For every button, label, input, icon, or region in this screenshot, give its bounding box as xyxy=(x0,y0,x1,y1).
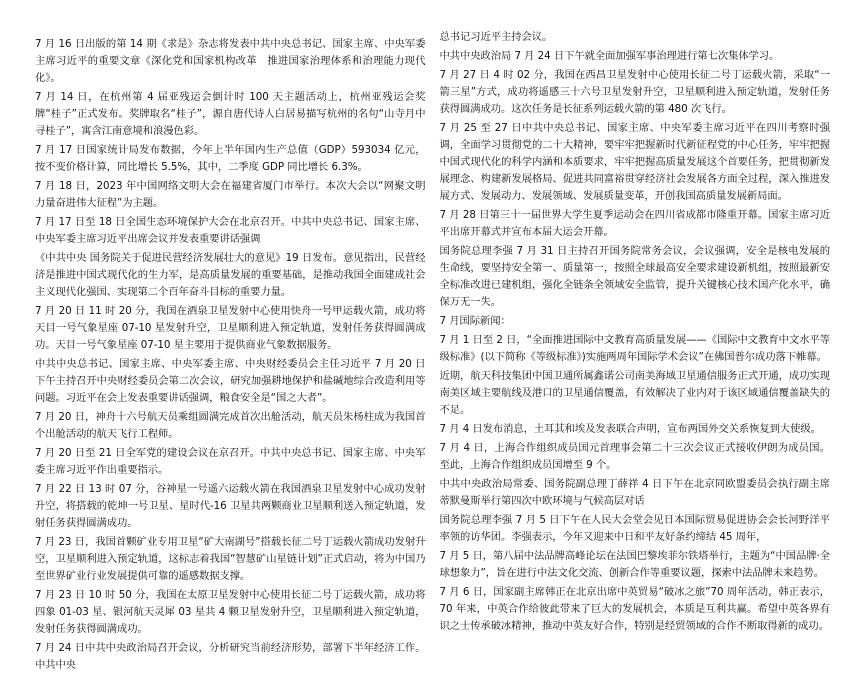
news-paragraph: 7 月 6 日，国家副主席韩正在北京出席中英贸易“破冰之旅”70 周年活动，韩正表示，70 年来，中英合作给彼此带来了巨大的发展机会，本质是互利共赢。希望中英各界有识之士传承破冰精神，推动中英友好合作，特别是经贸领域的合作不断取得新的成功。 xyxy=(439,586,830,632)
news-paragraph: 7 月 4 日，上海合作组织成员国元首理事会第二十三次会议正式接收伊朗为成员国。至此，上海合作组织成员国增至 9 个。 xyxy=(439,442,830,471)
news-paragraph: 7 月 23 日，我国首颗矿业专用卫星“矿大南湖号”搭载长征二号丁运载火箭成功发射升空，卫星顺利进入预定轨道，这标志着我国“智慧矿山星链计划”正式启动，将为中国乃至世界矿业行业发展提供可靠的遥感数据支撑。 xyxy=(35,536,426,582)
news-paragraph: 7 月 22 日 13 时 07 分，谷神星一号遥六运载火箭在我国酒泉卫星发射中心成功发射升空，将搭载的乾坤一号卫星、星时代-16 卫星共两颗商业卫星顺利送入预定轨道，发射任务获得圆满成功。 xyxy=(35,483,426,529)
news-paragraph: 7 月 20 日 11 时 20 分，我国在酒泉卫星发射中心使用快舟一号甲运载火箭，成功将天目一号气象星座 07-10 星发射升空，卫星顺利进入预定轨道，发射任务获得圆满成功。天目一号气象星座 07-10 星主要用于提供商业气象数据服务。 xyxy=(35,305,426,351)
news-paragraph: 中共中央政治局常委、国务院副总理丁薛祥 4 日下午在北京同欧盟委员会执行副主席蒂默曼斯举行第四次中欧环境与气候高层对话 xyxy=(439,478,830,507)
news-paragraph: 7 月 17 日国家统计局发布数据，今年上半年国内生产总值（GDP）593034 亿元，按不变价格计算，同比增长 5.5%，其中，二季度 GDP 同比增长 6.3%。 xyxy=(35,144,426,173)
news-paragraph: 中共中央政治局 7 月 24 日下午就全面加强军事治理进行第七次集体学习。 xyxy=(439,50,780,62)
news-paragraph: 7 月 27 日 4 时 02 分，我国在西昌卫星发射中心使用长征二号丁运载火箭，采取“一箭三星”方式，成功将遥感三十六号卫星发射升空，卫星顺利进入预定轨道，发射任务获得圆满成功。这次任务是长征系列运载火箭的第 480 次飞行。 xyxy=(439,69,830,115)
news-paragraph: 国务院总理李强 7 月 5 日下午在人民大会堂会见日本国际贸易促进协会会长河野洋平率领的访华团。李强表示，今年又迎来中日和平友好条约缔结 45 周年， xyxy=(439,514,830,543)
left-column xyxy=(35,12,426,671)
news-paragraph: 7 月 5 日，第八届中法品牌高峰论坛在法国巴黎埃菲尔铁塔举行，主题为“中国品牌·全球想象力”，旨在进行中法文化交流、创新合作等重要议题，探索中法品牌未来趋势。 xyxy=(439,550,830,579)
news-paragraph: 7 月 20 日至 21 日全军党的建设会议在京召开。中共中央总书记、国家主席、中央军委主席习近平作出重要指示。 xyxy=(35,447,426,476)
section-heading: 7 月国际新闻： xyxy=(439,315,511,327)
news-paragraph: 7 月 14 日，在杭州第 4 届亚残运会倒计时 100 天主题活动上，杭州亚残运会奖牌“桂子”正式发布。奖牌取名“桂子”，源自唐代诗人白居易描写杭州的名句“山寺月中寻桂子”，寓含江南意境和浪漫色彩。 xyxy=(35,91,426,137)
news-paragraph: 近期，航天科技集团中国卫通所属鑫诺公司南美海域卫星通信服务正式开通，成功实现南美区域主要航线及港口的卫星通信覆盖，有效解决了业内对于该区域通信覆盖缺失的不足。 xyxy=(439,370,830,416)
news-paragraph: 7 月 4 日发布消息，土耳其和埃及发表联合声明，宣布两国外交关系恢复到大使级。 xyxy=(439,423,821,435)
news-paragraph: 7 月 24 日中共中央政治局召开会议，分析研究当前经济形势，部署下半年经济工作。中共中央 xyxy=(35,642,426,671)
right-column xyxy=(439,12,831,632)
news-paragraph: 7 月 28 日第三十一届世界大学生夏季运动会在四川省成都市隆重开幕。国家主席习近平出席开幕式并宣布本届大运会开幕。 xyxy=(439,209,830,238)
news-paragraph: 7 月 17 日至 18 日全国生态环境保护大会在北京召开。中共中央总书记、国家主席、中央军委主席习近平出席会议并发表重要讲话强调 xyxy=(35,216,426,245)
news-paragraph: 国务院总理李强 7 月 31 日主持召开国务院常务会议，会议强调，安全是核电发展的生命线，要坚持安全第一、质量第一，按照全球最高安全要求建设新机组，按照最新安全标准改进已建机组，强化全链条全领域安全监管，提升关键核心技术国产化水平，确保万无一失。 xyxy=(439,245,830,308)
news-paragraph: 总书记习近平主持会议。 xyxy=(439,31,553,43)
news-paragraph: 7 月 18 日，2023 年中国网络文明大会在福建省厦门市举行。本次大会以“网聚文明力量奋进伟大征程”为主题。 xyxy=(35,180,426,209)
news-paragraph: 7 月 20 日，神舟十六号航天员乘组圆满完成首次出舱活动，航天员朱杨柱成为我国首个出舱活动的航天飞行工程师。 xyxy=(35,411,426,440)
news-paragraph: 7 月 23 日 10 时 50 分，我国在太原卫星发射中心使用长征二号丁运载火箭，成功将四象 01-03 星、银河航天灵犀 03 星共 4 颗卫星发射升空，卫星顺利进入预定轨道，发射任务获得圆满成功。 xyxy=(35,589,426,635)
news-paragraph: 中共中央总书记、国家主席、中央军委主席、中央财经委员会主任习近平 7 月 20 日下午主持召开中央财经委员会第二次会议，研究加强耕地保护和盐碱地综合改造利用等问题。习近平在会上发表重要讲话强调，粮食安全是“国之大者”。 xyxy=(35,358,426,404)
news-paragraph: 7 月 1 日至 2 日，“全面推进国际中文教育高质量发展——《国际中文教育中文水平等级标准》(以下简称《等级标准》)实施两周年国际学术会议”在佛国普尔成功落下帷幕。 xyxy=(439,334,830,363)
news-paragraph: 7 月 16 日出版的第 14 期《求是》杂志将发表中共中央总书记、国家主席、中央军委主席习近平的重要文章《深化党和国家机构改革 推进国家治理体系和治理能力现代化》。 xyxy=(35,38,426,84)
news-paragraph: 7 月 25 至 27 日中共中央总书记、国家主席、中央军委主席习近平在四川考察时强调，全面学习贯彻党的二十大精神，要牢牢把握新时代新征程党的中心任务，牢牢把握中国式现代化的科学内涵和本质要求，牢牢把握高质量发展这个首要任务，把贯彻新发展理念、构建新发展格局、促进共同富裕贯穿经济社会发展各方面全过程，深入推进发展方式、发展动力、发展领域、发展质量变革，开创我国高质量发展新局面。 xyxy=(439,122,830,202)
news-paragraph: 《中共中央 国务院关于促进民营经济发展壮大的意见》19 日发布。意见指出，民营经济是推进中国式现代化的生力军，是高质量发展的重要基础，是推动我国全面建成社会主义现代化强国、实现第二个百年奋斗目标的重要力量。 xyxy=(35,252,426,298)
